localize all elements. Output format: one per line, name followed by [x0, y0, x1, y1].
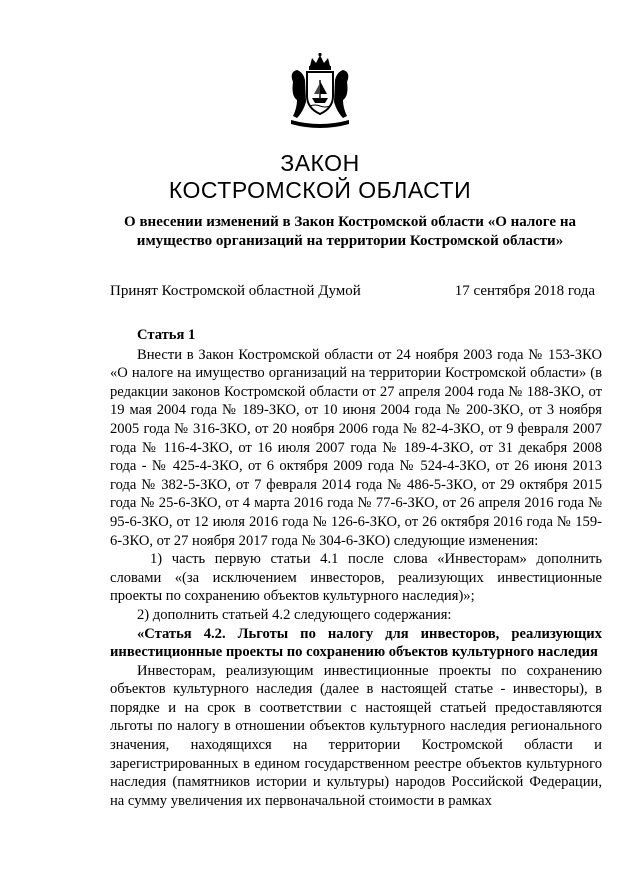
new-article-heading: «Статья 4.2. Льготы по налогу для инвесторов, реализующих инвестиционные проекты по сохранению объектов культурного наследия: [110, 625, 602, 661]
law-region-title: КОСТРОМСКОЙ ОБЛАСТИ: [168, 177, 472, 203]
amendment-item-1: 1) часть первую статьи 4.1 после слова «Инвесторам» дополнить словами «(за исключением инвесторов, реализующих инвестиционные проекты по сохранению объектов культурного наследия)»;: [110, 551, 602, 605]
amendment-item-2: 2) дополнить статьей 4.2 следующего содержания:: [137, 606, 452, 623]
kostroma-coat-of-arms-icon: [285, 52, 355, 132]
adoption-date: 17 сентября 2018 года: [454, 283, 595, 299]
article-body: [110, 326, 602, 810]
article-heading: Статья 1: [137, 327, 196, 343]
law-title: ЗАКОН: [280, 150, 360, 176]
adoption-line: [110, 283, 595, 300]
new-article-paragraph: Инвесторам, реализующим инвестиционные проекты по сохранению объектов культурного наследия (далее в настоящей статье - инвесторы), в порядке и на срок в соответствии с настоящей статьей предоставляются льготы по налогу в отношении объектов культурного наследия регионального значения, находящихся на территории Костромской области и зарегистрированных в едином государственном реестре объектов культурного наследия (памятников истории и культуры) народов Российской Федерации, на сумму увеличения их первоначальной стоимости в рамках: [110, 662, 602, 809]
law-subtitle: О внесении изменений в Закон Костромской области «О налоге на имущество организаций на территории Костромской области»: [124, 214, 576, 249]
article-intro-paragraph: Внести в Закон Костромской области от 24 ноября 2003 года № 153-ЗКО «О налоге на имущество организаций на территории Костромской области» (в редакции законов Костромской области от 27 апреля 2004 года № 188-ЗКО, от 19 мая 2004 года № 189-ЗКО, от 10 июня 2004 года № 200-ЗКО, от 3 ноября 2005 года № 316-ЗКО, от 20 ноября 2006 года № 82-4-ЗКО, от 9 февраля 2007 года № 116-4-ЗКО, от 16 июля 2007 года № 189-4-ЗКО, от 31 декабря 2008 года - № 425-4-ЗКО, от 6 октября 2009 года № 524-4-ЗКО, от 26 июня 2013 года № 382-5-ЗКО, от 7 февраля 2014 года № 486-5-ЗКО, от 29 октября 2015 года № 25-6-ЗКО, от 4 марта 2016 года № 77-6-ЗКО, от 26 апреля 2016 года № 95-6-ЗКО, от 12 июля 2016 года № 126-6-ЗКО, от 26 октября 2016 года № 159-6-ЗКО, от 27 ноября 2017 года № 304-6-ЗКО) следующие изменения:: [110, 346, 602, 549]
adopted-by: Принят Костромской областной Думой: [110, 283, 361, 299]
